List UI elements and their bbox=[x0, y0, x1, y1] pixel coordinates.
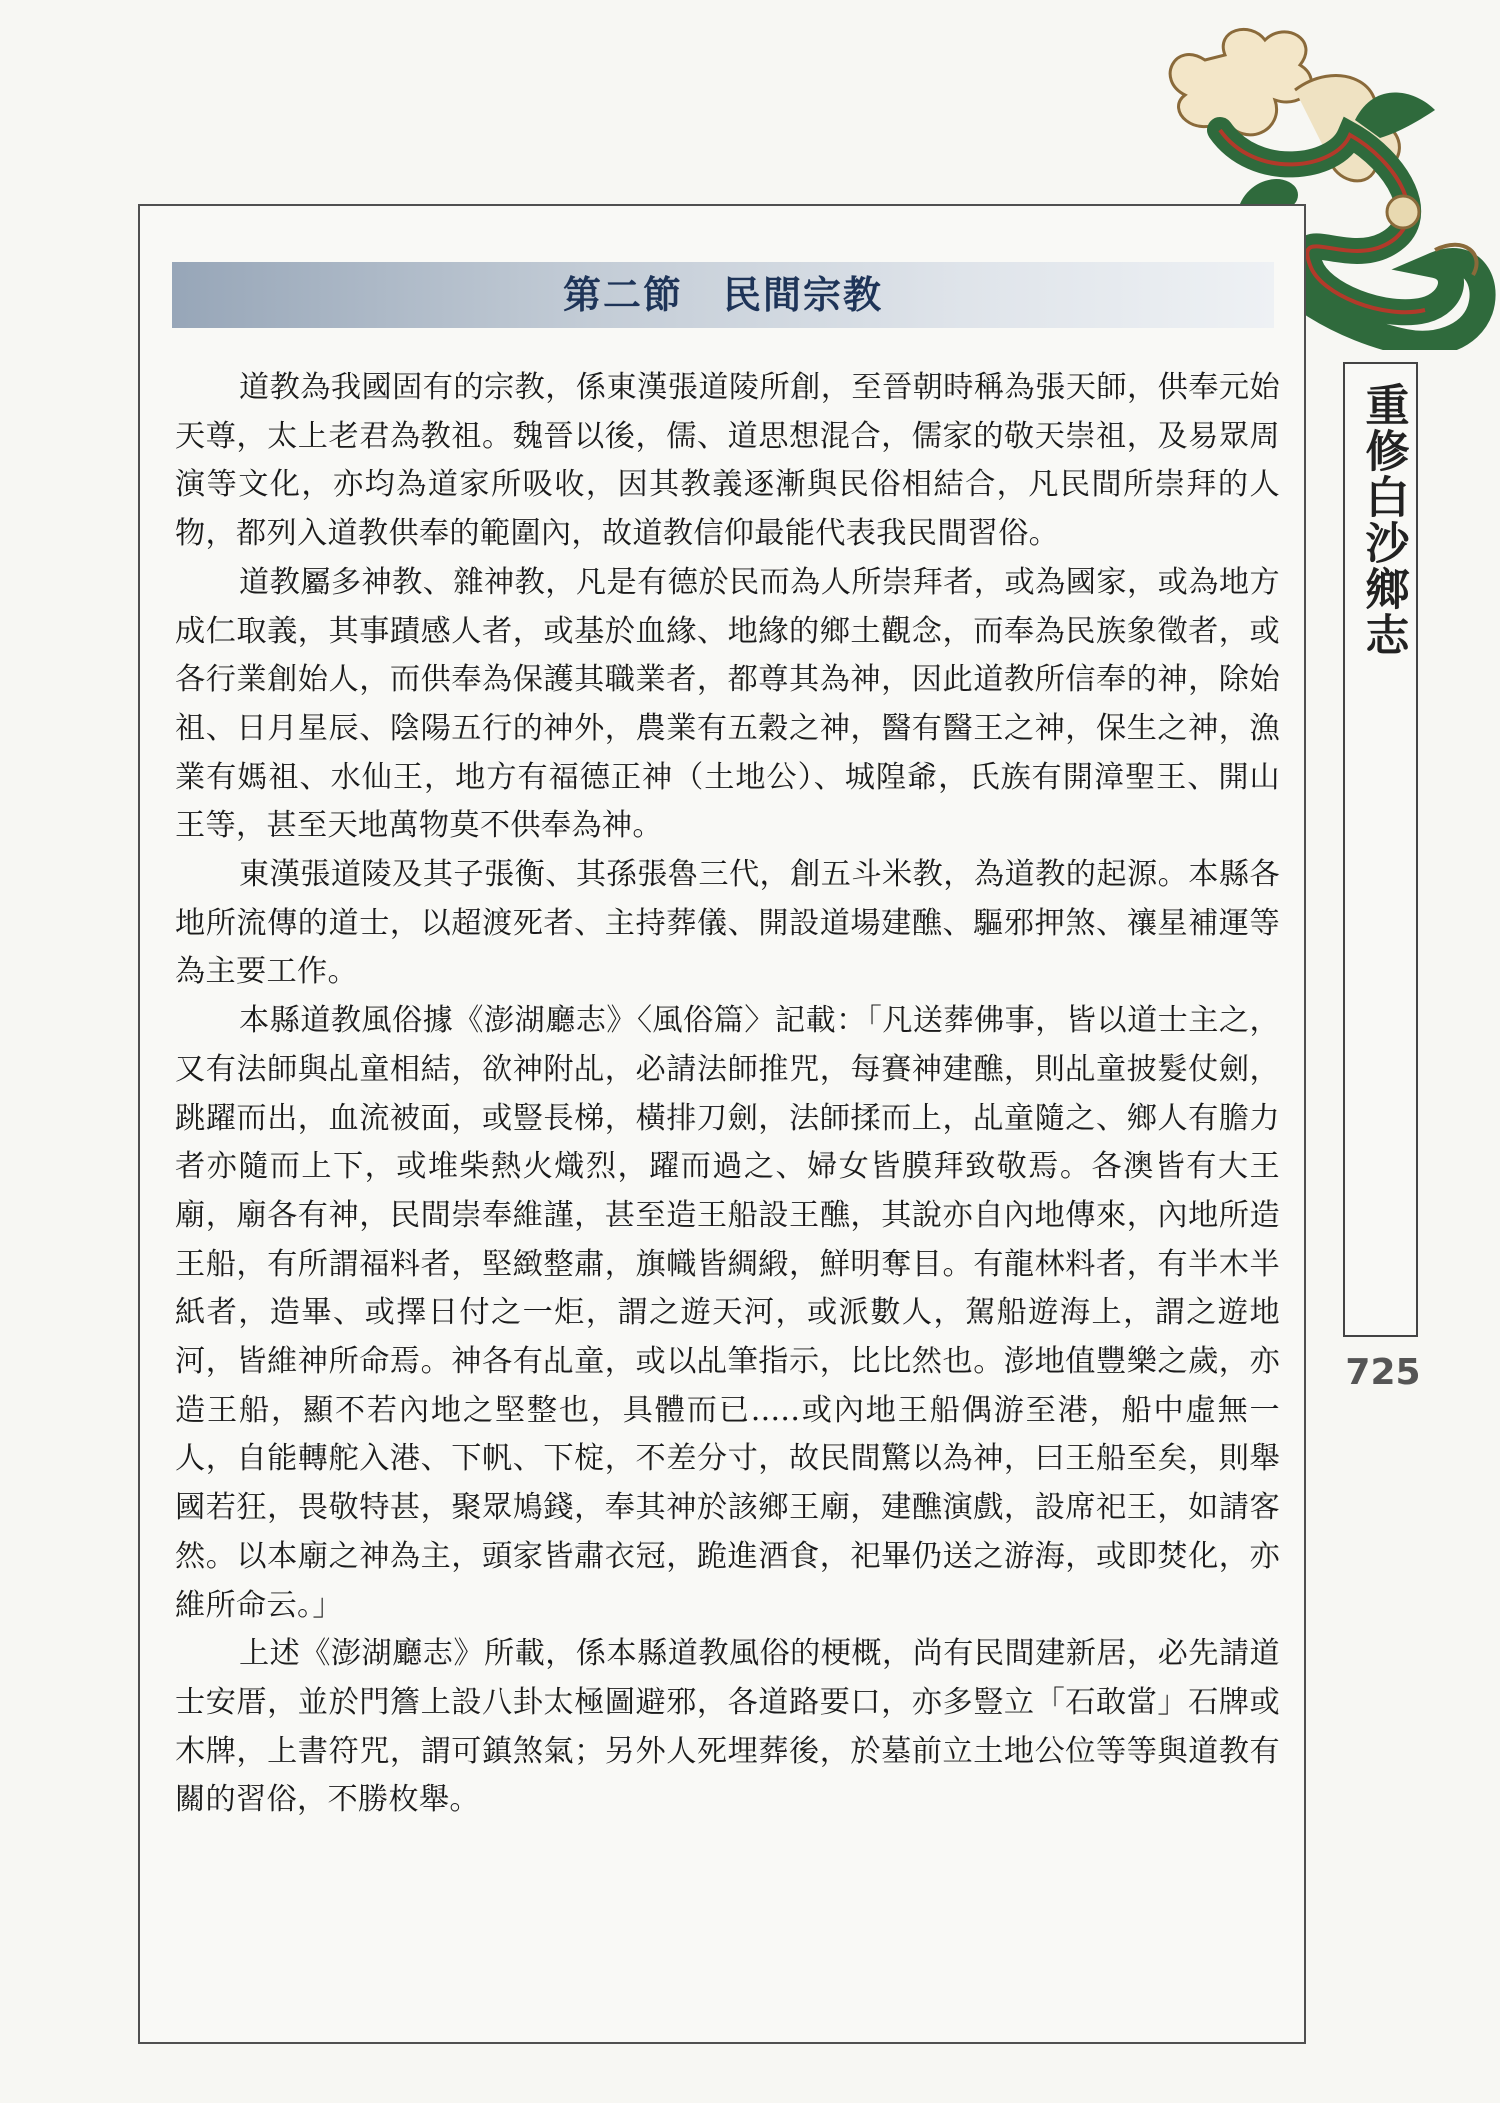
section-title: 第二節 民間宗教 bbox=[562, 272, 883, 317]
section-title-bar bbox=[172, 262, 1274, 328]
paragraph: 上述《澎湖廳志》所載，係本縣道教風俗的梗概，尚有民間建新居，必先請道士安厝，並於門簷上設八卦太極圖避邪，各道路要口，亦多豎立「石敢當」石牌或木牌，上書符咒，謂可鎮煞氣；另外人死埋葬後，於墓前立土地公位等等與道教有關的習俗，不勝枚舉。 bbox=[175, 1636, 1280, 1818]
page-number: 725 bbox=[1345, 1352, 1421, 1393]
book-title: 重修白沙鄉志 bbox=[1357, 382, 1409, 658]
body-text bbox=[175, 364, 1280, 1825]
paragraph: 道教屬多神教、雜神教，凡是有德於民而為人所崇拜者，或為國家，或為地方成仁取義，其事蹟感人者，或基於血緣、地緣的鄉土觀念，而奉為民族象徵者，或各行業創始人，而供奉為保護其職業者，都尊其為神，因此道教所信奉的神，除始祖、日月星辰、陰陽五行的神外，農業有五穀之神，醫有醫王之神，保生之神，漁業有媽祖、水仙王，地方有福德正神（土地公）、城隍爺，氏族有開漳聖王、開山王等，甚至天地萬物莫不供奉為神。 bbox=[175, 564, 1280, 844]
side-title-box bbox=[1343, 362, 1418, 1337]
paragraph: 本縣道教風俗據《澎湖廳志》〈風俗篇〉記載：「凡送葬佛事，皆以道士主之，又有法師與乩童相結，欲神附乩，必請法師推咒，每賽神建醮，則乩童披髮仗劍，跳躍而出，血流被面，或豎長梯，橫排刀劍，法師揉而上，乩童隨之、鄉人有膽力者亦隨而上下，或堆柴熱火熾烈，躍而過之、婦女皆膜拜致敬焉。各澳皆有大王廟，廟各有神，民間崇奉維謹，甚至造王船設王醮，其說亦自內地傳來，內地所造王船，有所謂福料者，堅緻整肅，旗幟皆綢緞，鮮明奪目。有龍林料者，有半木半紙者，造畢、或擇日付之一炬，謂之遊天河，或派數人，駕船遊海上，謂之遊地河，皆維神所命焉。神各有乩童，或以乩筆指示，比比然也。澎地值豐樂之歲，亦造王船，顯不若內地之堅整也，具體而已.....或內地王船偶游至港，船中虛無一人，自能轉舵入港、下帆、下椗，不差分寸，故民間驚以為神，曰王船至矣，則舉國若狂，畏敬特甚，聚眾鳩錢，奉其神於該鄉王廟，建醮演戲，設席祀王，如請客然。以本廟之神為主，頭家皆肅衣冠，跪進酒食，祀畢仍送之游海，或即焚化，亦維所命云。」 bbox=[175, 1003, 1280, 1623]
paragraph: 道教為我國固有的宗教，係東漢張道陵所創，至晉朝時稱為張天師，供奉元始天尊，太上老君為教祖。魏晉以後，儒、道思想混合，儒家的敬天崇祖，及易眾周演等文化，亦均為道家所吸收，因其教義逐漸與民俗相結合，凡民間所崇拜的人物，都列入道教供奉的範圍內，故道教信仰最能代表我民間習俗。 bbox=[175, 370, 1280, 552]
paragraph: 東漢張道陵及其子張衡、其孫張魯三代，創五斗米教，為道教的起源。本縣各地所流傳的道士，以超渡死者、主持葬儀、開設道場建醮、驅邪押煞、禳星補運等為主要工作。 bbox=[175, 857, 1280, 990]
